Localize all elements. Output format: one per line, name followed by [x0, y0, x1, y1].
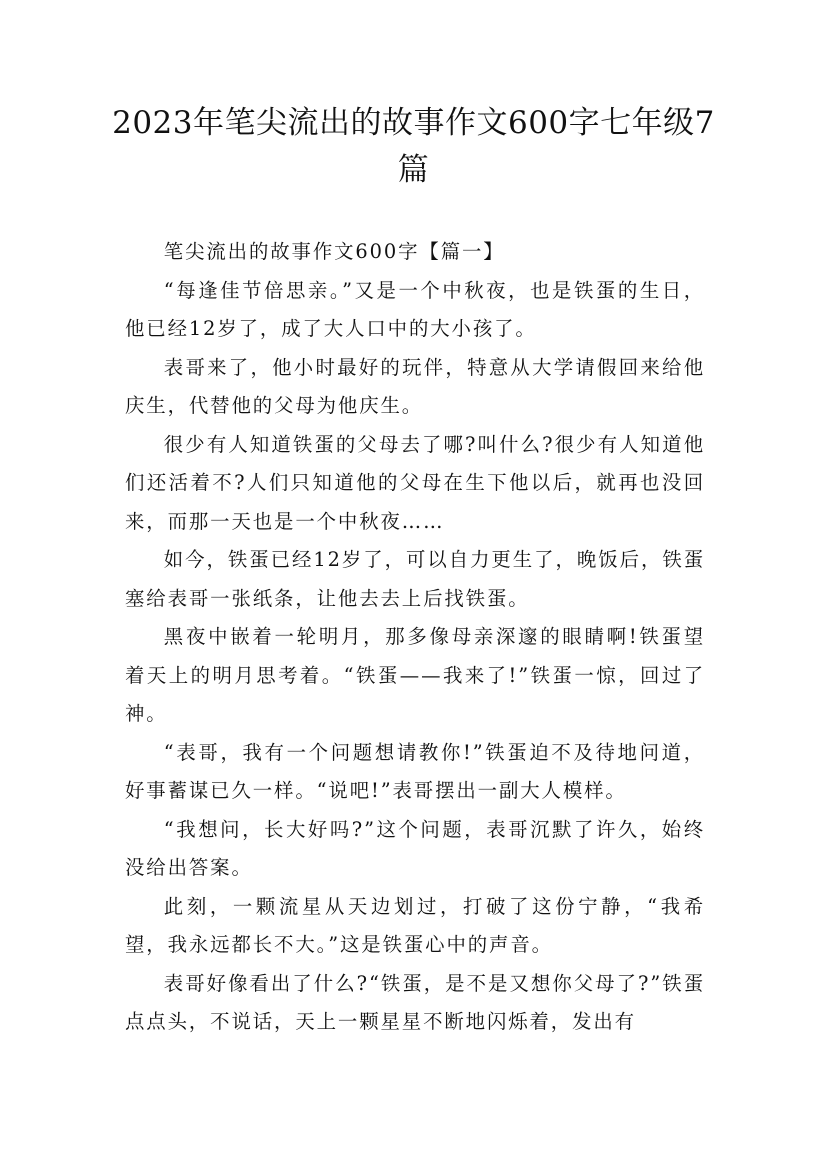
paragraph: “表哥，我有一个问题想请教你!”铁蛋迫不及待地问道，好事蓄谋已久一样。“说吧!”表哥摆出一副大人模样。 [125, 740, 705, 802]
paragraph: 表哥来了，他小时最好的玩伴，特意从大学请假回来给他庆生，代替他的父母为他庆生。 [125, 355, 705, 417]
section-heading: 笔尖流出的故事作文600字【篇一】 [163, 240, 505, 263]
paragraph: 黑夜中嵌着一轮明月，那多像母亲深邃的眼睛啊!铁蛋望着天上的明月思考着。“铁蛋——我来了!”铁蛋一惊，回过了神。 [125, 625, 705, 725]
paragraph: 表哥好像看出了什么?“铁蛋，是不是又想你父母了?”铁蛋点点头，不说话，天上一颗星星不断地闪烁着，发出有 [125, 971, 705, 1033]
document-body [125, 233, 705, 1042]
paragraph: 此刻，一颗流星从天边划过，打破了这份宁静，“我希望，我永远都长不大。”这是铁蛋心中的声音。 [125, 894, 705, 956]
paragraph: “每逢佳节倍思亲。”又是一个中秋夜，也是铁蛋的生日，他已经12岁了，成了大人口中的大小孩了。 [125, 278, 705, 340]
document-title: 2023年笔尖流出的故事作文600字七年级7篇 [112, 105, 715, 188]
paragraph: “我想问，长大好吗?”这个问题，表哥沉默了许久，始终没给出答案。 [125, 817, 705, 879]
paragraph: 很少有人知道铁蛋的父母去了哪?叫什么?很少有人知道他们还活着不?人们只知道他的父母在生下他以后，就再也没回来，而那一天也是一个中秋夜…… [125, 432, 705, 533]
paragraph: 如今，铁蛋已经12岁了，可以自力更生了，晚饭后，铁蛋塞给表哥一张纸条，让他去去上后找铁蛋。 [125, 548, 705, 610]
